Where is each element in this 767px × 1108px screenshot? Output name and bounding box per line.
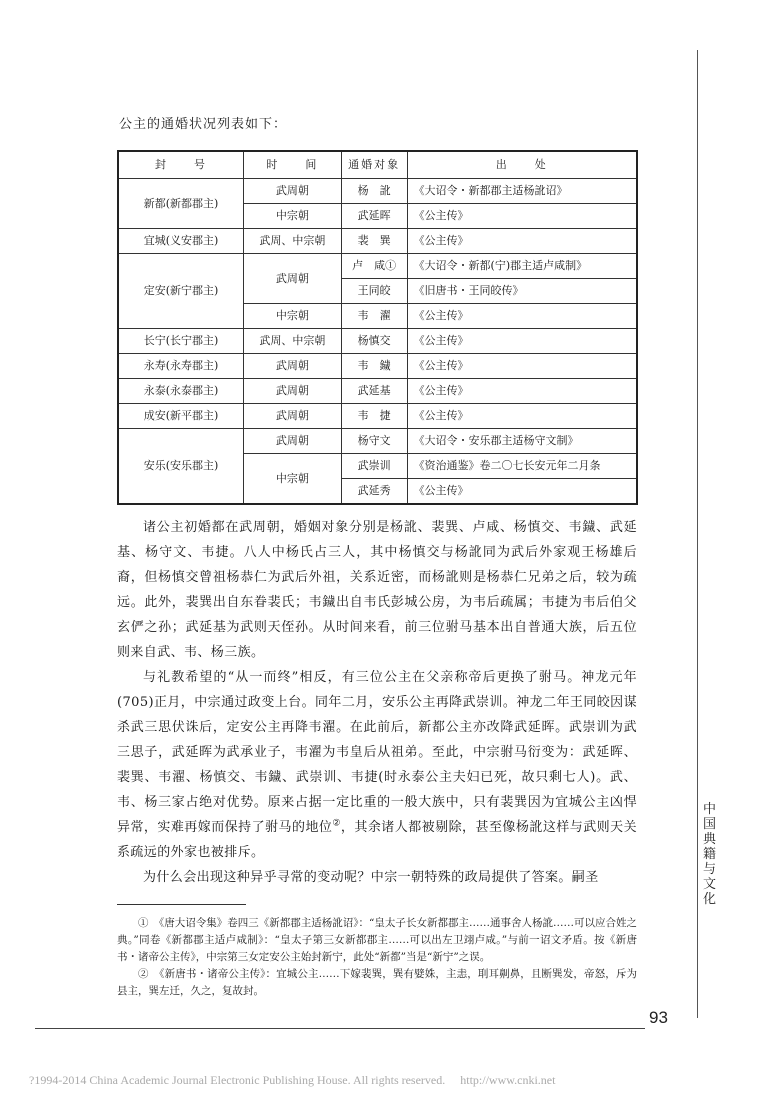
cell-spouse: 杨慎交 xyxy=(341,329,407,354)
cell-title: 永寿(永寿郡主) xyxy=(118,354,244,379)
copyright-notice: ?1994-2014 China Academic Journal Electronic Publishing House. All rights reserved. http://www.cnki.net xyxy=(29,1073,556,1087)
cell-period: 武周朝 xyxy=(244,379,342,404)
page-footer xyxy=(35,1006,735,1036)
header-spouse: 通婚对象 xyxy=(341,151,407,179)
table-intro: 公主的通婚状况列表如下： xyxy=(119,117,288,132)
princess-marriage-table xyxy=(117,150,638,505)
cell-title: 长宁(长宁郡主) xyxy=(118,329,244,354)
cell-source: 《公主传》 xyxy=(407,304,637,329)
table-header-row xyxy=(118,151,637,179)
cell-spouse: 韦 鐬 xyxy=(341,354,407,379)
paragraph: 诸公主初婚都在武周朝，婚姻对象分别是杨訛、裴巽、卢咸、杨慎交、韦鐬、武延基、杨守文、韦捷。八人中杨氏占三人，其中杨慎交与杨訛同为武后外家观王杨雄后裔，但杨慎交曾祖杨恭仁为武后外祖，关系近密，而杨訛则是杨恭仁兄弟之后，较为疏远。此外，裴巽出自东眷裴氏；韦鐬出自韦氏彭城公房，为韦后疏属；韦捷为韦后伯父玄俨之孙；武延基为武则天侄孙。从时间来看，前三位驸马基本出自普通大族，后五位则来自武、韦、杨三族。 xyxy=(117,520,637,660)
cell-spouse: 杨 訛 xyxy=(341,179,407,204)
page-bottom-rule xyxy=(35,1028,645,1029)
table-row xyxy=(118,254,637,279)
cell-source: 《公主传》 xyxy=(407,404,637,429)
cell-spouse: 韦 捷 xyxy=(341,404,407,429)
cell-source: 《公主传》 xyxy=(407,379,637,404)
cell-spouse: 武延晖 xyxy=(341,204,407,229)
body-text xyxy=(117,515,637,890)
cell-period: 武周朝 xyxy=(244,179,342,204)
footnote-1: ① 《唐大诏令集》卷四三《新都郡主适杨訛诏》：“皇太子长女新都郡主……通事舍人杨訛……可以应合姓之典。”同卷《新都郡主适卢咸制》：“皇太子第三女新都郡主……可以出左卫翊卢咸。”与前一诏文矛盾。按《新唐书・诸帝公主传》，中宗第三女定安公主始封新宁，此处“新都”当是“新宁”之误。 xyxy=(117,917,637,963)
cell-source: 《公主传》 xyxy=(407,479,637,505)
header-period: 时 间 xyxy=(244,151,342,179)
cell-title: 定安(新宁郡主) xyxy=(118,254,244,329)
cell-title: 成安(新平郡主) xyxy=(118,404,244,429)
cell-spouse: 裴 巽 xyxy=(341,229,407,254)
cell-spouse: 武延基 xyxy=(341,379,407,404)
cell-period: 武周朝 xyxy=(244,429,342,454)
cell-title: 永泰(永泰郡主) xyxy=(118,379,244,404)
paragraph: 为什么会出现这种异乎寻常的变动呢？中宗一朝特殊的政局提供了答案。嗣圣 xyxy=(143,870,599,885)
cell-source: 《大诏令・新都郡主适杨訛诏》 xyxy=(407,179,637,204)
journal-side-title: 中国典籍与文化 xyxy=(703,802,717,907)
cell-spouse: 武崇训 xyxy=(341,454,407,479)
cell-source: 《旧唐书・王同皎传》 xyxy=(407,279,637,304)
page-number: 93 xyxy=(649,1008,668,1027)
cell-spouse: 武延秀 xyxy=(341,479,407,505)
cell-spouse: 韦 濯 xyxy=(341,304,407,329)
margin-vertical-rule xyxy=(697,50,698,1018)
cell-source: 《公主传》 xyxy=(407,204,637,229)
cell-source: 《公主传》 xyxy=(407,329,637,354)
header-source: 出 处 xyxy=(407,151,637,179)
footnotes xyxy=(117,915,637,1000)
cell-source: 《大诏令・新都(宁)郡主适卢咸制》 xyxy=(407,254,637,279)
cell-period: 武周朝 xyxy=(244,254,342,304)
cell-period: 中宗朝 xyxy=(244,304,342,329)
cell-source: 《资治通鉴》卷二〇七长安元年二月条 xyxy=(407,454,637,479)
table-row xyxy=(118,179,637,204)
cell-period: 武周、中宗朝 xyxy=(244,229,342,254)
cell-spouse: 杨守文 xyxy=(341,429,407,454)
paragraph-text: 与礼教希望的“从一而终”相反，有三位公主在父亲称帝后更换了驸马。神龙元年(705)正月，中宗通过政变上台。同年二月，安乐公主再降武崇训。神龙二年王同皎因谋杀武三思伏诛后，定安公主再降韦濯。在此前后，新都公主亦改降武延晖。武崇训为武三思子，武延晖为武承业子，韦濯为韦皇后从祖弟。至此，中宗驸马衍变为：武延晖、裴巽、韦濯、杨慎交、韦鐬、武崇训、韦捷(时永泰公主夫妇已死，故只剩七人)。武、韦、杨三家占绝对优势。原来占据一定比重的一般大族中，只有裴巽因为宜城公主凶悍异常，实难再嫁而保持了驸马的地位 xyxy=(117,670,637,835)
footnote-2: ② 《新唐书・诸帝公主传》：宜城公主……下嫁裴巽，巽有嬖姝，主恚，刵耳劓鼻，且断巽发，帝怒，斥为县主，巽左迁，久之，复故封。 xyxy=(117,968,637,997)
cell-spouse: 卢 咸① xyxy=(341,254,407,279)
header-title: 封 号 xyxy=(118,151,244,179)
table-row xyxy=(118,229,637,254)
table-row xyxy=(118,404,637,429)
footnote-separator xyxy=(117,904,246,905)
cell-period: 武周朝 xyxy=(244,354,342,379)
cell-source: 《公主传》 xyxy=(407,354,637,379)
cell-spouse: 王同皎 xyxy=(341,279,407,304)
main-column xyxy=(117,0,668,1036)
paragraph-text: ，其余诸人都被剔除，甚至像杨訛这样与武则天关系疏远的外家也被排斥。 xyxy=(117,820,637,860)
cell-period: 中宗朝 xyxy=(244,204,342,229)
table-row xyxy=(118,379,637,404)
footnote-ref-2[interactable]: ② xyxy=(332,818,341,829)
cell-period: 中宗朝 xyxy=(244,454,342,505)
cell-title: 安乐(安乐郡主) xyxy=(118,429,244,505)
table-row xyxy=(118,429,637,454)
cell-title: 宜城(义安郡主) xyxy=(118,229,244,254)
cell-source: 《公主传》 xyxy=(407,229,637,254)
cell-period: 武周、中宗朝 xyxy=(244,329,342,354)
cell-source: 《大诏令・安乐郡主适杨守文制》 xyxy=(407,429,637,454)
paragraph xyxy=(117,665,637,865)
table-row xyxy=(118,354,637,379)
cell-title: 新都(新都郡主) xyxy=(118,179,244,229)
cell-period: 武周朝 xyxy=(244,404,342,429)
table-row xyxy=(118,329,637,354)
